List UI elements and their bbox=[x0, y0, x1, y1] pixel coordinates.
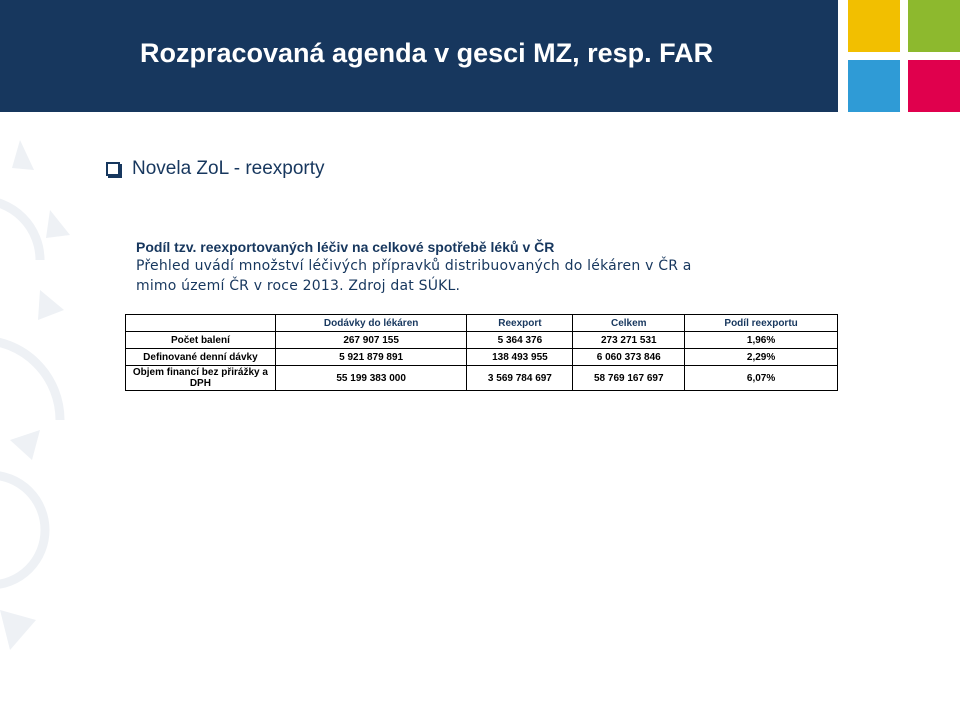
table-header-cell: Reexport bbox=[467, 315, 573, 332]
table-cell: 267 907 155 bbox=[275, 332, 467, 349]
color-block-blue bbox=[848, 60, 900, 112]
bullet-item bbox=[106, 158, 325, 180]
table-cell: 6 060 373 846 bbox=[573, 349, 685, 366]
row-label: Definované denní dávky bbox=[126, 349, 276, 366]
color-block-red bbox=[908, 60, 960, 112]
table-header-cell bbox=[126, 315, 276, 332]
table-cell: 58 769 167 697 bbox=[573, 366, 685, 391]
table-cell: 273 271 531 bbox=[573, 332, 685, 349]
table-cell: 5 364 376 bbox=[467, 332, 573, 349]
checkbox-icon bbox=[106, 162, 120, 176]
title-banner bbox=[0, 0, 838, 112]
table-cell: 2,29% bbox=[685, 349, 838, 366]
table-row bbox=[126, 349, 838, 366]
decorative-sun-watermark bbox=[0, 140, 80, 720]
table-header-cell: Podíl reexportu bbox=[685, 315, 838, 332]
color-block-green bbox=[908, 0, 960, 52]
table-cell: 6,07% bbox=[685, 366, 838, 391]
table-header-cell: Dodávky do lékáren bbox=[275, 315, 467, 332]
table-header-cell: Celkem bbox=[573, 315, 685, 332]
table-cell: 3 569 784 697 bbox=[467, 366, 573, 391]
section-heading: Podíl tzv. reexportovaných léčiv na celkové spotřebě léků v ČR bbox=[136, 239, 555, 255]
data-table bbox=[125, 314, 838, 391]
table-row bbox=[126, 332, 838, 349]
bullet-text: Novela ZoL - reexporty bbox=[132, 158, 325, 179]
color-block-yellow bbox=[848, 0, 900, 52]
table-cell: 55 199 383 000 bbox=[275, 366, 467, 391]
description-text: Přehled uvádí množství léčivých přípravků distribuovaných do lékáren v ČR a mimo území ČR v roce 2013. Zdroj dat SÚKL. bbox=[136, 258, 692, 294]
table-row bbox=[126, 366, 838, 391]
table-cell: 1,96% bbox=[685, 332, 838, 349]
table-cell: 5 921 879 891 bbox=[275, 349, 467, 366]
row-label: Objem financí bez přirážky a DPH bbox=[126, 366, 276, 391]
row-label: Počet balení bbox=[126, 332, 276, 349]
table-header-row bbox=[126, 315, 838, 332]
page-title: Rozpracovaná agenda v gesci MZ, resp. FAR bbox=[140, 38, 714, 68]
table-cell: 138 493 955 bbox=[467, 349, 573, 366]
